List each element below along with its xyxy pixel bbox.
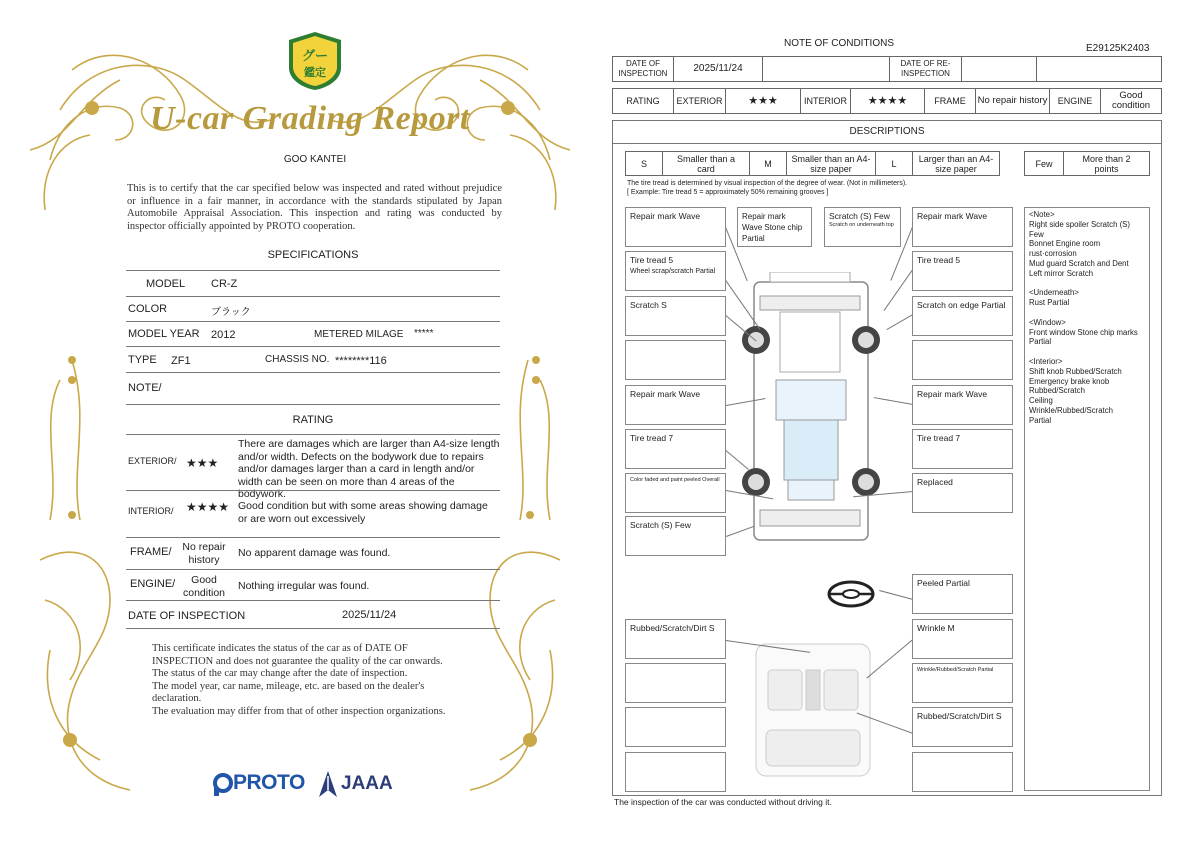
date-of-inspection-label: DATE OF INSPECTION <box>128 610 246 622</box>
metered-mileage-value: ***** <box>414 328 434 339</box>
tire-note: The tire tread is determined by visual inspection of the degree of wear. (Not in millimeters). <box>627 180 908 187</box>
interior-label: INTERIOR/ <box>128 506 174 516</box>
proto-logo-icon <box>212 772 234 796</box>
legend-m-key: M <box>749 151 787 176</box>
interior-stars: ★★★★ <box>186 500 230 514</box>
goo-kantei-badge-icon <box>287 30 343 92</box>
tire-example: [ Example: Tire tread 5 = approximately 50% remaining grooves ] <box>627 189 829 196</box>
side-note-line: Shift knob Rubbed/Scratch <box>1029 366 1122 376</box>
side-note-line: Rust Partial <box>1029 298 1070 308</box>
legend-few-text: More than 2 points <box>1063 151 1150 176</box>
type-label: TYPE <box>128 354 157 366</box>
condition-box <box>625 251 726 291</box>
side-note-line: Bonnet Engine room <box>1029 239 1101 249</box>
condition-box: Wrinkle M <box>912 619 1013 659</box>
condition-box <box>912 340 1013 380</box>
legend-few-key: Few <box>1024 151 1064 176</box>
engine-label: ENGINE <box>1049 88 1101 114</box>
condition-box <box>625 752 726 792</box>
side-note-line: Left mirror Scratch <box>1029 268 1094 278</box>
legend-l-key: L <box>875 151 913 176</box>
disclaimer-line: The model year, car name, mileage, etc. are based on the dealer's <box>152 680 425 692</box>
disclaimer-line: The evaluation may differ from that of other inspection organizations. <box>152 705 446 717</box>
divider <box>126 321 500 322</box>
side-note-line: Wrinkle/Rubbed/Scratch <box>1029 405 1113 415</box>
date-of-inspection-label: DATE OF INSPECTION <box>612 56 674 82</box>
side-note-line: Ceiling <box>1029 396 1053 406</box>
disclaimer-line: The status of the car may change after the date of inspection. <box>152 668 408 679</box>
metered-mileage-label: METERED MILAGE <box>314 329 404 340</box>
condition-box: Repair mark Wave <box>625 385 726 425</box>
car-top-view-diagram <box>740 272 880 544</box>
certification-statement: This is to certify that the car specified below was inspected and rated without prejudice or influence in a fair manner, in accordance with the standards stipulated by Japan Automobile Appraisal Association. This inspection and rating was conducted by inspector officially appointed by PROTO cooperation. <box>127 183 502 232</box>
condition-box: Repair mark Wave <box>912 385 1013 425</box>
condition-text: Scratch (S) Few <box>829 211 890 221</box>
divider <box>126 404 500 405</box>
side-note-line <box>1029 347 1145 357</box>
legend-s-key: S <box>625 151 663 176</box>
condition-box <box>625 340 726 380</box>
condition-box <box>912 752 1013 792</box>
side-note-line: <Underneath> <box>1029 288 1079 298</box>
rating-label: RATING <box>612 88 674 114</box>
disclaimer <box>152 643 482 718</box>
side-note-line: Right side spoiler Scratch (S) <box>1029 219 1130 229</box>
side-note-line: Mud guard Scratch and Dent <box>1029 258 1129 268</box>
condition-box: Color faded and paint peeled Overall <box>625 473 726 513</box>
disclaimer-line: This certificate indicates the status of the car as of DATE OF <box>152 643 408 654</box>
condition-box <box>625 663 726 703</box>
condition-box: Scratch on edge Partial <box>912 296 1013 336</box>
date-blank-cell <box>1036 56 1162 82</box>
model-year-value: 2012 <box>211 329 236 341</box>
engine-label: ENGINE/ <box>130 578 176 590</box>
specifications-heading: SPECIFICATIONS <box>267 249 359 261</box>
divider <box>126 346 500 347</box>
side-note-line: Front window Stone chip marks <box>1029 327 1138 337</box>
report-title: U-car Grading Report <box>150 100 470 137</box>
condition-box: Tire tread 7 <box>625 429 726 469</box>
descriptions-heading: DESCRIPTIONS <box>612 120 1162 144</box>
model-label: MODEL <box>146 278 186 290</box>
condition-box: Rubbed/Scratch/Dirt S <box>625 619 726 659</box>
condition-box: Replaced <box>912 473 1013 513</box>
condition-box: Rubbed/Scratch/Dirt S <box>912 707 1013 747</box>
reinspection-value <box>961 56 1037 82</box>
side-note-line: <Interior> <box>1029 356 1063 366</box>
note-title: NOTE OF CONDITIONS <box>784 38 894 49</box>
legend-s-text: Smaller than a card <box>662 151 750 176</box>
jaaa-logo-icon <box>318 770 338 798</box>
condition-text: Scratch on underneath top <box>829 222 894 228</box>
date-blank-cell <box>762 56 890 82</box>
side-note-line: <Window> <box>1029 317 1066 327</box>
rating-heading: RATING <box>292 414 334 426</box>
chassis-value: ********116 <box>335 355 387 367</box>
interior-description: Good condition but with some areas showing damage or are worn out excessively <box>238 500 488 525</box>
condition-box <box>824 207 901 247</box>
note-label: NOTE/ <box>128 382 162 394</box>
disclaimer-line: INSPECTION and does not guarantee the quality of the car onwards. <box>152 655 443 667</box>
date-of-inspection-value: 2025/11/24 <box>673 56 763 82</box>
side-note-line <box>1029 279 1145 289</box>
side-notes-panel <box>1024 207 1150 791</box>
legend-l-text: Larger than an A4-size paper <box>912 151 1000 176</box>
side-note-line: Few <box>1029 229 1044 239</box>
condition-box: Repair mark Wave Stone chip Partial <box>737 207 812 247</box>
side-note-line: Rubbed/Scratch <box>1029 386 1085 396</box>
engine-value: Good condition <box>1100 88 1162 114</box>
exterior-label: EXTERIOR/ <box>128 456 177 466</box>
divider <box>126 296 500 297</box>
date-of-inspection-value: 2025/11/24 <box>342 609 397 621</box>
condition-box: Tire tread 7 <box>912 429 1013 469</box>
document-id: E29125K2403 <box>1086 43 1150 54</box>
note-of-conditions <box>600 0 1200 848</box>
jaaa-logo-text: JAAA <box>341 773 393 794</box>
side-note-line <box>1029 308 1145 318</box>
exterior-label: EXTERIOR <box>673 88 726 114</box>
type-value: ZF1 <box>171 355 191 367</box>
color-label: COLOR <box>128 303 168 315</box>
condition-box: Repair mark Wave <box>912 207 1013 247</box>
condition-box: Tire tread 5 <box>912 251 1013 291</box>
condition-text: Tire tread 5 <box>630 255 674 265</box>
side-note-line: rust·corrosion <box>1029 249 1077 259</box>
condition-box: Scratch (S) Few <box>625 516 726 556</box>
condition-box <box>625 707 726 747</box>
frame-description: No apparent damage was found. <box>238 547 391 559</box>
chassis-label: CHASSIS NO. <box>265 354 330 365</box>
frame-label: FRAME <box>924 88 976 114</box>
exterior-description: There are damages which are larger than A4-size length and/or width. Defects on the bodywork due to repairs and/or damages larger than a card in length and/or width can be seen on more than 4 areas of the bodywork. <box>238 438 500 500</box>
side-note-line: Partial <box>1029 337 1052 347</box>
side-note-line: Partial <box>1029 415 1052 425</box>
divider <box>126 434 500 435</box>
interior-label: INTERIOR <box>800 88 851 114</box>
frame-label: FRAME/ <box>130 546 172 558</box>
frame-value: No repair history <box>975 88 1050 114</box>
divider <box>126 600 500 601</box>
condition-text: Wheel scrap/scratch Partial <box>630 268 716 275</box>
color-value: ブラック <box>211 307 251 318</box>
svg-text:グー: グー <box>301 49 329 64</box>
engine-value: Good condition <box>182 574 226 599</box>
reinspection-label: DATE OF RE-INSPECTION <box>889 56 962 82</box>
divider <box>126 628 500 629</box>
svg-text:鑑定: 鑑定 <box>304 66 326 79</box>
condition-box: Wrinkle/Rubbed/Scratch Partial <box>912 663 1013 703</box>
divider <box>126 569 500 570</box>
divider <box>126 490 500 491</box>
side-note-line: Emergency brake knob <box>1029 376 1110 386</box>
report-subtitle: GOO KANTEI <box>283 154 347 165</box>
condition-box: Peeled Partial <box>912 574 1013 614</box>
divider <box>126 270 500 271</box>
exterior-stars: ★★★ <box>725 88 801 114</box>
footer-note: The inspection of the car was conducted without driving it. <box>614 797 832 807</box>
engine-description: Nothing irregular was found. <box>238 580 370 592</box>
proto-logo-text: PROTO <box>233 771 305 794</box>
frame-value: No repair history <box>182 541 226 566</box>
interior-stars: ★★★★ <box>850 88 925 114</box>
car-interior-diagram <box>754 640 872 780</box>
steering-wheel-icon <box>826 578 876 610</box>
divider <box>126 372 500 373</box>
divider <box>126 537 500 538</box>
model-value: CR-Z <box>211 278 238 290</box>
condition-box: Repair mark Wave <box>625 207 726 247</box>
disclaimer-line: declaration. <box>152 693 202 704</box>
model-year-label: MODEL YEAR <box>128 328 200 340</box>
legend-m-text: Smaller than an A4-size paper <box>786 151 876 176</box>
condition-box: Scratch S <box>625 296 726 336</box>
side-note-line: <Note> <box>1029 210 1055 219</box>
exterior-stars: ★★★ <box>186 456 219 470</box>
